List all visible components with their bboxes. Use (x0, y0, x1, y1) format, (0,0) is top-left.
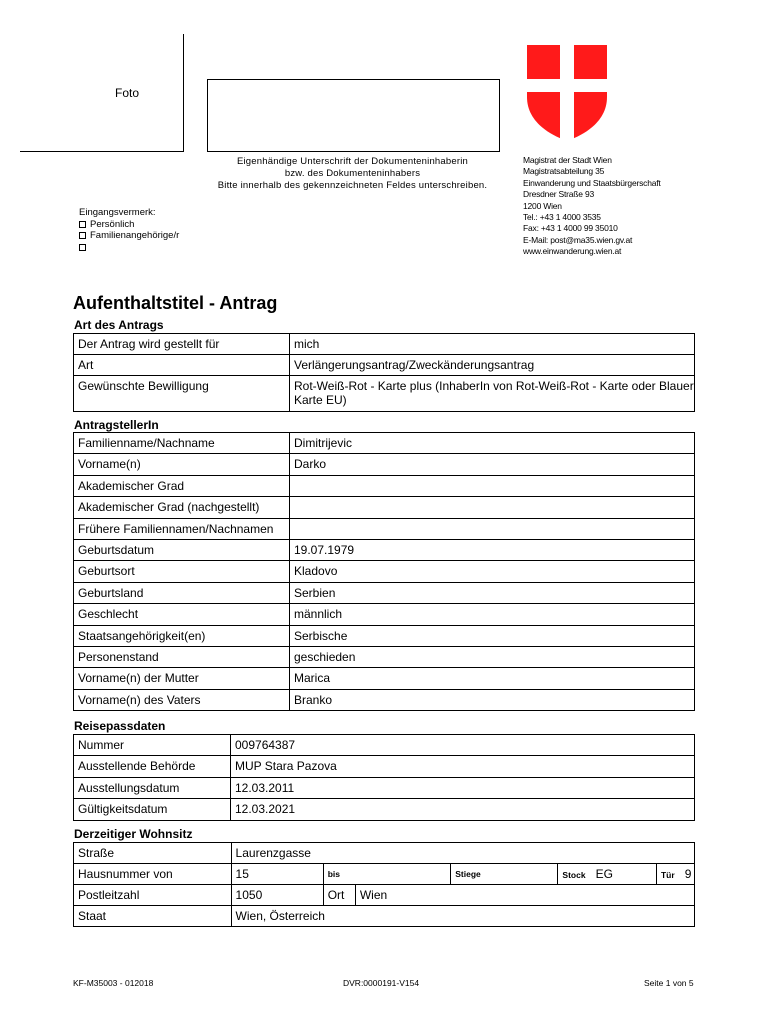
vienna-crest-logo (527, 45, 607, 141)
table-row (74, 864, 695, 885)
field-label: Hausnummer von (74, 864, 232, 885)
table-row (74, 376, 695, 412)
section-heading-applicant: AntragstellerIn (74, 418, 159, 432)
table-row (74, 561, 695, 582)
table-row (74, 454, 695, 475)
table-row (74, 475, 695, 496)
section-heading-passport: Reisepassdaten (74, 719, 166, 733)
form-code: KF-M35003 - 012018 (73, 978, 154, 988)
field-label: Geburtsdatum (74, 539, 290, 560)
field-label: Ausstellende Behörde (74, 756, 231, 777)
field-value[interactable]: Dimitrijevic (290, 433, 695, 454)
field-value[interactable]: männlich (290, 604, 695, 625)
signature-field[interactable] (207, 79, 500, 152)
floor-field[interactable]: Stock EG (558, 864, 657, 885)
field-value[interactable] (290, 475, 695, 496)
field-label: Nummer (74, 735, 231, 756)
house-number-to-field[interactable]: bis (323, 864, 451, 885)
field-value[interactable]: Kladovo (290, 561, 695, 582)
field-label: Akademischer Grad (nachgestellt) (74, 497, 290, 518)
application-type-table (73, 333, 695, 412)
field-value[interactable]: Verlängerungsantrag/Zweckänderungsantrag (290, 355, 695, 376)
receipt-note (79, 207, 179, 253)
photo-box (20, 34, 184, 152)
table-row (74, 906, 695, 927)
table-row (74, 497, 695, 518)
photo-label: Foto (115, 86, 140, 100)
section-heading-residence: Derzeitiger Wohnsitz (74, 827, 193, 841)
field-label: Personenstand (74, 646, 290, 667)
receipt-option-personal[interactable]: Persönlich (79, 219, 179, 231)
section-heading-application-type: Art des Antrags (74, 318, 164, 332)
city-value[interactable]: Wien (355, 885, 694, 906)
signature-caption: Eigenhändige Unterschrift der Dokumenteninhaberin bzw. des Dokumenteninhabers Bitte innerhalb des gekennzeichneten Feldes unterschreiben. (217, 156, 488, 191)
field-value[interactable]: Marica (290, 668, 695, 689)
checkbox[interactable] (79, 221, 86, 228)
checkbox[interactable] (79, 244, 86, 251)
authority-address: Magistrat der Stadt Wien Magistratsabteilung 35 Einwanderung und Staatsbürgerschaft Dresdner Straße 93 1200 Wien Tel.: +43 1 4000 3535 Fax: +43 1 4000 99 35010 E-Mail: post@ma35.wien.gv.at www.einwanderung.wien.at (523, 155, 661, 257)
field-value[interactable]: Serbien (290, 582, 695, 603)
field-value[interactable]: Serbische (290, 625, 695, 646)
field-label: Familienname/Nachname (74, 433, 290, 454)
table-row (74, 646, 695, 667)
table-row (74, 799, 695, 820)
passport-table (73, 734, 695, 821)
table-row (74, 668, 695, 689)
authority-website-link[interactable]: www.einwanderung.wien.at (523, 246, 622, 257)
field-label: Vorname(n) der Mutter (74, 668, 290, 689)
field-value[interactable]: Rot-Weiß-Rot - Karte plus (InhaberIn von Rot-Weiß-Rot - Karte oder Blauer Karte EU) (290, 376, 695, 412)
field-label: Staatsangehörigkeit(en) (74, 625, 290, 646)
table-row (74, 625, 695, 646)
stair-field[interactable]: Stiege (451, 864, 558, 885)
field-label: Staat (74, 906, 232, 927)
applicant-table (73, 432, 695, 711)
page-title: Aufenthaltstitel - Antrag (73, 293, 278, 313)
field-value[interactable]: geschieden (290, 646, 695, 667)
field-label: Ausstellungsdatum (74, 777, 231, 798)
field-label: Postleitzahl (74, 885, 232, 906)
field-value[interactable]: 009764387 (231, 735, 695, 756)
field-value[interactable] (290, 497, 695, 518)
field-label: Vorname(n) des Vaters (74, 689, 290, 710)
table-row (74, 334, 695, 355)
field-label: Art (74, 355, 290, 376)
dvr-number: DVR:0000191-V154 (343, 978, 420, 988)
door-value: 9 (684, 867, 692, 881)
page-number: Seite 1 von 5 (644, 978, 694, 988)
receipt-option-blank[interactable] (79, 242, 179, 254)
field-label: Geschlecht (74, 604, 290, 625)
table-row (74, 735, 695, 756)
table-row (74, 539, 695, 560)
field-label: Geburtsort (74, 561, 290, 582)
house-number-value[interactable]: 15 (231, 864, 323, 885)
receipt-note-label: Eingangsvermerk: (79, 207, 156, 218)
residence-table (73, 842, 695, 927)
field-value[interactable]: 19.07.1979 (290, 539, 695, 560)
country-value[interactable]: Wien, Österreich (231, 906, 694, 927)
field-value[interactable] (290, 518, 695, 539)
table-row (74, 843, 695, 864)
floor-value: EG (595, 867, 613, 881)
field-label: Vorname(n) (74, 454, 290, 475)
table-row (74, 582, 695, 603)
field-label: Der Antrag wird gestellt für (74, 334, 290, 355)
field-value[interactable]: 12.03.2021 (231, 799, 695, 820)
field-value[interactable]: MUP Stara Pazova (231, 756, 695, 777)
field-value[interactable]: Darko (290, 454, 695, 475)
field-label: Gewünschte Bewilligung (74, 376, 290, 412)
table-row (74, 433, 695, 454)
field-value[interactable]: Branko (290, 689, 695, 710)
postcode-value[interactable]: 1050 (231, 885, 323, 906)
field-label: Geburtsland (74, 582, 290, 603)
field-label: Akademischer Grad (74, 475, 290, 496)
table-row (74, 777, 695, 798)
table-row (74, 885, 695, 906)
field-label: Frühere Familiennamen/Nachnamen (74, 518, 290, 539)
door-field[interactable]: Tür 9 (656, 864, 694, 885)
table-row (74, 756, 695, 777)
field-label: Gültigkeitsdatum (74, 799, 231, 820)
field-value[interactable]: 12.03.2011 (231, 777, 695, 798)
checkbox[interactable] (79, 232, 86, 239)
receipt-option-family[interactable]: Familienangehörige/r (79, 230, 179, 242)
field-label: Straße (74, 843, 232, 864)
table-row (74, 355, 695, 376)
field-value[interactable]: mich (290, 334, 695, 355)
street-value[interactable]: Laurenzgasse (231, 843, 694, 864)
table-row (74, 689, 695, 710)
table-row (74, 604, 695, 625)
field-label: Ort (323, 885, 355, 906)
table-row (74, 518, 695, 539)
authority-email-link[interactable]: E-Mail: post@ma35.wien.gv.at (523, 234, 633, 245)
